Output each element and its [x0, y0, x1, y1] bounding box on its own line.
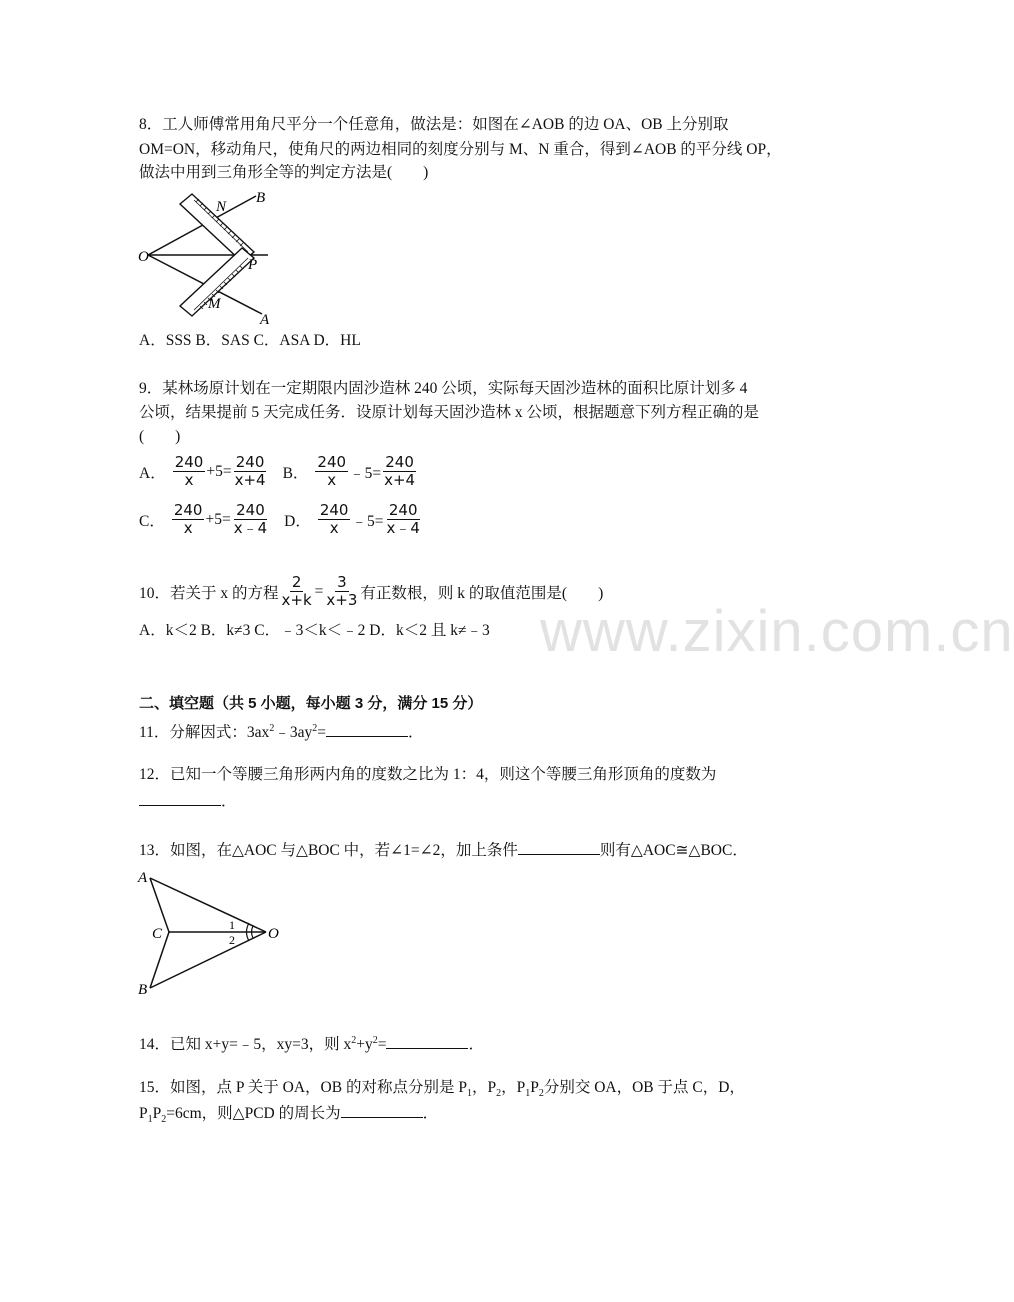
answer-blank[interactable]	[518, 838, 600, 855]
operator: +5=	[206, 462, 232, 480]
q15-text: 15．如图，点 P 关于 OA，OB 的对称点分别是 P	[139, 1079, 467, 1096]
operator: ﹣5=	[349, 464, 382, 482]
label-b: B	[256, 190, 266, 206]
label-o: O	[138, 249, 149, 265]
q15-text: =6cm，则△PCD 的周长为	[166, 1105, 341, 1122]
q8-figure-angle-ruler	[136, 186, 286, 328]
operator: +5=	[205, 510, 231, 528]
answer-blank[interactable]	[139, 789, 221, 806]
q9-line1: 9．某林场原计划在一定期限内固沙造林 240 公顷，实际每天固沙造林的面积比原计划多 4	[139, 380, 748, 397]
fraction	[233, 454, 268, 489]
q13-figure-triangles	[136, 866, 286, 998]
numerator: 240	[388, 501, 418, 519]
label-a: A	[260, 312, 270, 328]
label-a: A	[138, 870, 148, 886]
label-n: N	[216, 199, 227, 215]
subscript: 1	[147, 1114, 153, 1126]
q12-line2	[139, 789, 237, 813]
q12-end: ．	[221, 793, 237, 810]
fraction	[318, 502, 351, 537]
fraction	[172, 502, 205, 537]
q10-prefix: 10．若关于 x 的方程	[139, 584, 279, 602]
q11-text: =	[317, 724, 326, 742]
q14-end: ．	[468, 1036, 484, 1054]
numerator: 240	[173, 501, 203, 519]
q13-text: 13．如图，在△AOC 与△BOC 中，若∠1=∠2，加上条件	[139, 842, 518, 859]
label-angle-2: 2	[229, 933, 235, 947]
label-c: C	[152, 926, 163, 942]
numerator: 240	[236, 501, 265, 519]
q8-options: A．SSS B．SAS C．ASA D．HL	[139, 332, 361, 349]
q9-option-row-cd	[139, 502, 423, 537]
q11-end: ．	[407, 724, 424, 742]
q15-line2	[139, 1101, 438, 1131]
operator: ﹣5=	[351, 512, 384, 530]
exponent: 2	[269, 723, 275, 734]
exponent: 2	[372, 1035, 378, 1046]
denominator: x+4	[384, 471, 416, 489]
answer-blank[interactable]	[326, 720, 408, 737]
fraction	[324, 574, 359, 609]
numerator: 240	[319, 501, 349, 519]
q11-text: 11．分解因式：3ax	[139, 724, 270, 742]
q15-end: ．	[422, 1105, 439, 1122]
q14	[139, 1030, 484, 1056]
subscript: 1	[525, 1088, 531, 1100]
watermark: www.zixin.com.cn	[540, 599, 1014, 664]
q9-option-row-ab	[139, 454, 418, 489]
denominator: x	[329, 519, 339, 537]
label-m: M	[208, 296, 221, 312]
denominator: x+3	[326, 591, 358, 609]
fraction	[173, 454, 206, 489]
denominator: x+k	[281, 591, 312, 609]
subscript: 2	[538, 1088, 544, 1100]
q9-option-c-label: C．	[139, 512, 165, 530]
fraction	[232, 502, 269, 537]
numerator: 240	[385, 453, 414, 471]
q14-text: =	[377, 1036, 387, 1054]
label-p: P	[248, 257, 258, 273]
q10-suffix: 有正数根，则 k 的取值范围是( )	[360, 584, 604, 602]
denominator: x	[327, 471, 337, 489]
fraction	[382, 454, 417, 489]
answer-blank[interactable]	[386, 1032, 468, 1049]
fraction	[315, 454, 348, 489]
q15-text: P	[530, 1079, 539, 1096]
q10-options: A．k＜2 B．k≠3 C．﹣3＜k＜﹣2 D．k＜2 且 k≠﹣3	[139, 622, 490, 639]
numerator: 240	[174, 453, 204, 471]
q11	[139, 718, 423, 744]
equals: =	[314, 582, 324, 600]
section-heading: 二、填空题（共 5 小题，每小题 3 分，满分 15 分）	[139, 695, 483, 712]
label-o: O	[268, 926, 279, 942]
fraction	[280, 574, 314, 609]
q8-line3: 做法中用到三角形全等的判定方法是( )	[139, 164, 429, 181]
subscript: 2	[161, 1114, 167, 1126]
denominator: x﹣4	[233, 519, 268, 537]
q8-line1: 8．工人师傅常用角尺平分一个任意角，做法是：如图在∠AOB 的边 OA、OB 上分别取	[139, 116, 729, 133]
q15-text: P	[139, 1105, 148, 1122]
exponent: 2	[312, 723, 318, 734]
numerator: 3	[337, 573, 347, 591]
exponent: 2	[351, 1035, 357, 1046]
q15-text: 分别交 OA，OB 于点 C，D，	[543, 1079, 745, 1096]
denominator: x﹣4	[386, 519, 420, 537]
q12-line1: 12．已知一个等腰三角形两内角的度数之比为 1：4，则这个等腰三角形顶角的度数为	[139, 766, 717, 783]
q9-line2: 公顷，结果提前 5 天完成任务．设原计划每天固沙造林 x 公顷，根据题意下列方程正确的是	[139, 404, 760, 421]
q9-option-a-label: A．	[139, 464, 166, 482]
numerator: 240	[235, 453, 265, 471]
answer-blank[interactable]	[341, 1101, 423, 1118]
denominator: x	[184, 471, 194, 489]
q14-text: +y	[356, 1036, 373, 1054]
label-b: B	[138, 982, 148, 998]
q15-text: P	[152, 1105, 162, 1122]
q9-option-b-label: B．	[282, 464, 309, 482]
q13	[139, 838, 748, 862]
q11-text: ﹣3ay	[274, 724, 313, 742]
q15-text: ，P	[471, 1079, 497, 1096]
numerator: 2	[291, 573, 302, 591]
q13-text: 则有△AOC≅△BOC．	[599, 842, 748, 859]
numerator: 240	[317, 453, 347, 471]
fraction	[384, 502, 421, 537]
q14-text: 14．已知 x+y=﹣5，xy=3，则 x	[139, 1036, 352, 1054]
denominator: x+4	[234, 471, 266, 489]
denominator: x	[183, 519, 193, 537]
q15-text: ，P	[501, 1079, 526, 1096]
q10-line1	[139, 574, 603, 609]
q9-option-d-label: D．	[284, 512, 311, 530]
subscript: 1	[466, 1088, 472, 1100]
subscript: 2	[496, 1088, 502, 1100]
label-angle-1: 1	[229, 918, 235, 932]
q9-line3: ( )	[139, 428, 181, 445]
q8-line2: OM=ON，移动角尺，使角尺的两边相同的刻度分别与 M、N 重合，得到∠AOB 的平分线 OP，	[139, 141, 782, 158]
